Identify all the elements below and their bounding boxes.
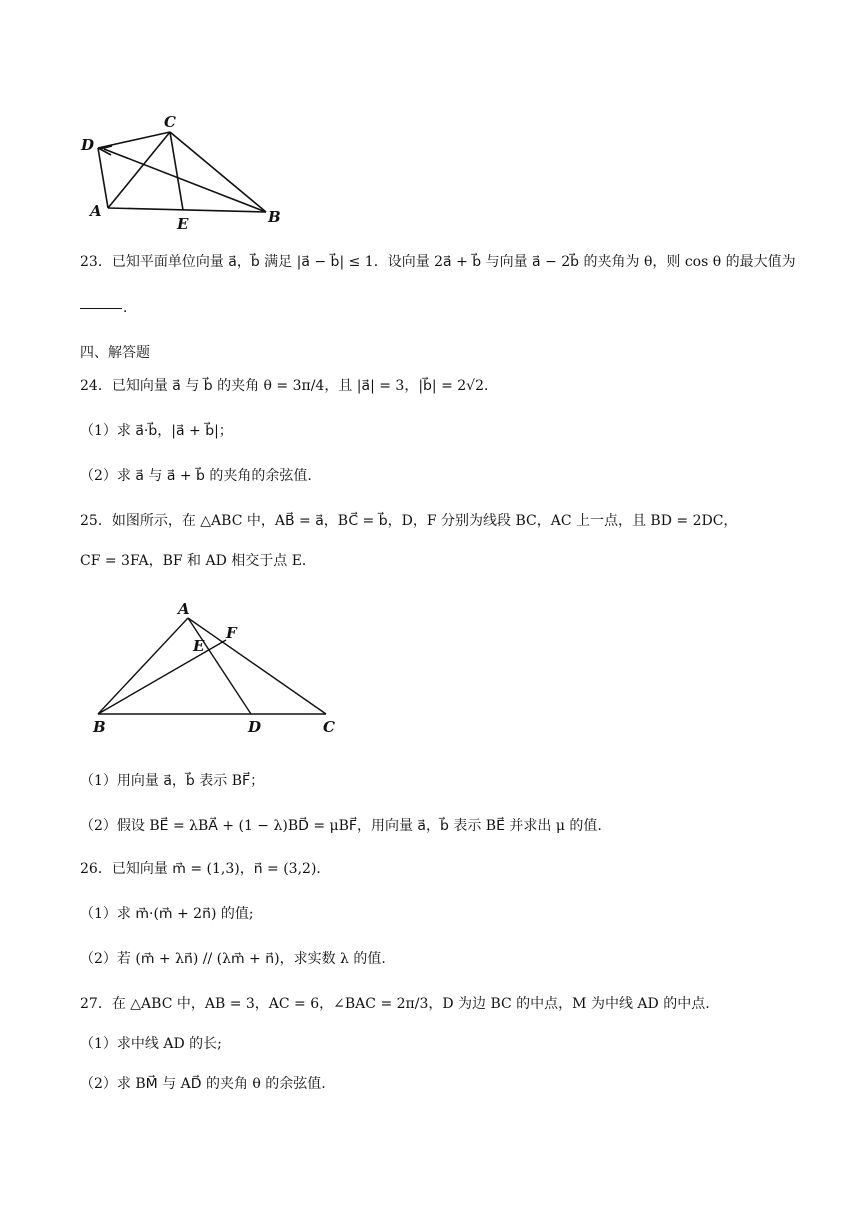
figure-quadrilateral [78, 110, 288, 235]
label-F: F [226, 624, 237, 642]
question-26-part-2: （2）若 (m⃗ + λn⃗) // (λm⃗ + n⃗)，求实数 λ 的值. [80, 951, 386, 967]
segment-AD [188, 618, 251, 714]
label-D: D [248, 718, 262, 736]
figure-triangle-svg [86, 600, 346, 740]
question-26: 26．已知向量 m⃗ = (1,3)，n⃗ = (3,2)． [80, 861, 331, 877]
segment-AD [98, 148, 108, 208]
figure-triangle [86, 600, 346, 740]
figure-quadrilateral-svg [78, 110, 288, 235]
label-E: E [193, 637, 205, 655]
question-27: 27．在 △ABC 中，AB = 3，AC = 6，∠BAC = 2π/3，D 为边 BC 的中点，M 为中线 AD 的中点. [80, 996, 710, 1012]
section-heading: 四、解答题 [80, 345, 150, 361]
question-24: 24．已知向量 a⃗ 与 b⃗ 的夹角 θ = 3π/4，且 |a⃗| = 3，|b⃗| = 2√2． [80, 378, 499, 394]
question-23: 23．已知平面单位向量 a⃗，b⃗ 满足 |a⃗ − b⃗| ≤ 1．设向量 2a⃗ + b⃗ 与向量 a⃗ − 2b⃗ 的夹角为 θ，则 cos θ 的最大值为 [80, 254, 796, 270]
label-C: C [323, 718, 335, 736]
label-B: B [93, 718, 106, 736]
label-B: B [268, 208, 281, 226]
label-D: D [81, 136, 95, 154]
segment-BD [104, 149, 266, 212]
question-27-part-1: （1）求中线 AD 的长; [80, 1036, 222, 1052]
question-24-part-2: （2）求 a⃗ 与 a⃗ + b⃗ 的夹角的余弦值. [80, 468, 312, 484]
answer-blank [80, 308, 122, 309]
segment-AC [188, 618, 326, 714]
question-25-continued: CF = 3FA，BF 和 AD 相交于点 E． [80, 553, 316, 569]
question-27-part-2: （2）求 BM⃗ 与 AD⃗ 的夹角 θ 的余弦值. [80, 1076, 326, 1092]
segment-AB [98, 618, 188, 714]
segment-CB [170, 132, 266, 212]
question-26-part-1: （1）求 m⃗·(m⃗ + 2n⃗) 的值; [80, 906, 254, 922]
question-24-part-1: （1）求 a⃗·b⃗，|a⃗ + b⃗|； [80, 423, 233, 439]
question-23-end: . [123, 300, 128, 316]
question-25-part-2: （2）假设 BE⃗ = λBA⃗ + (1 − λ)BD⃗ = μBF⃗，用向量 a⃗，b⃗ 表示 BE⃗ 并求出 μ 的值. [80, 818, 602, 834]
label-A: A [178, 600, 190, 618]
question-25: 25．如图所示，在 △ABC 中，AB⃗ = a⃗，BC⃗ = b⃗，D，F 分别为线段 BC，AC 上一点，且 BD = 2DC， [80, 513, 738, 529]
label-A: A [90, 202, 102, 220]
label-E: E [177, 215, 189, 233]
segment-CE [170, 132, 183, 210]
segment-BF [98, 640, 226, 714]
question-25-part-1: （1）用向量 a⃗，b⃗ 表示 BF⃗； [80, 773, 265, 789]
segment-AB [108, 208, 266, 212]
label-C: C [164, 113, 176, 131]
